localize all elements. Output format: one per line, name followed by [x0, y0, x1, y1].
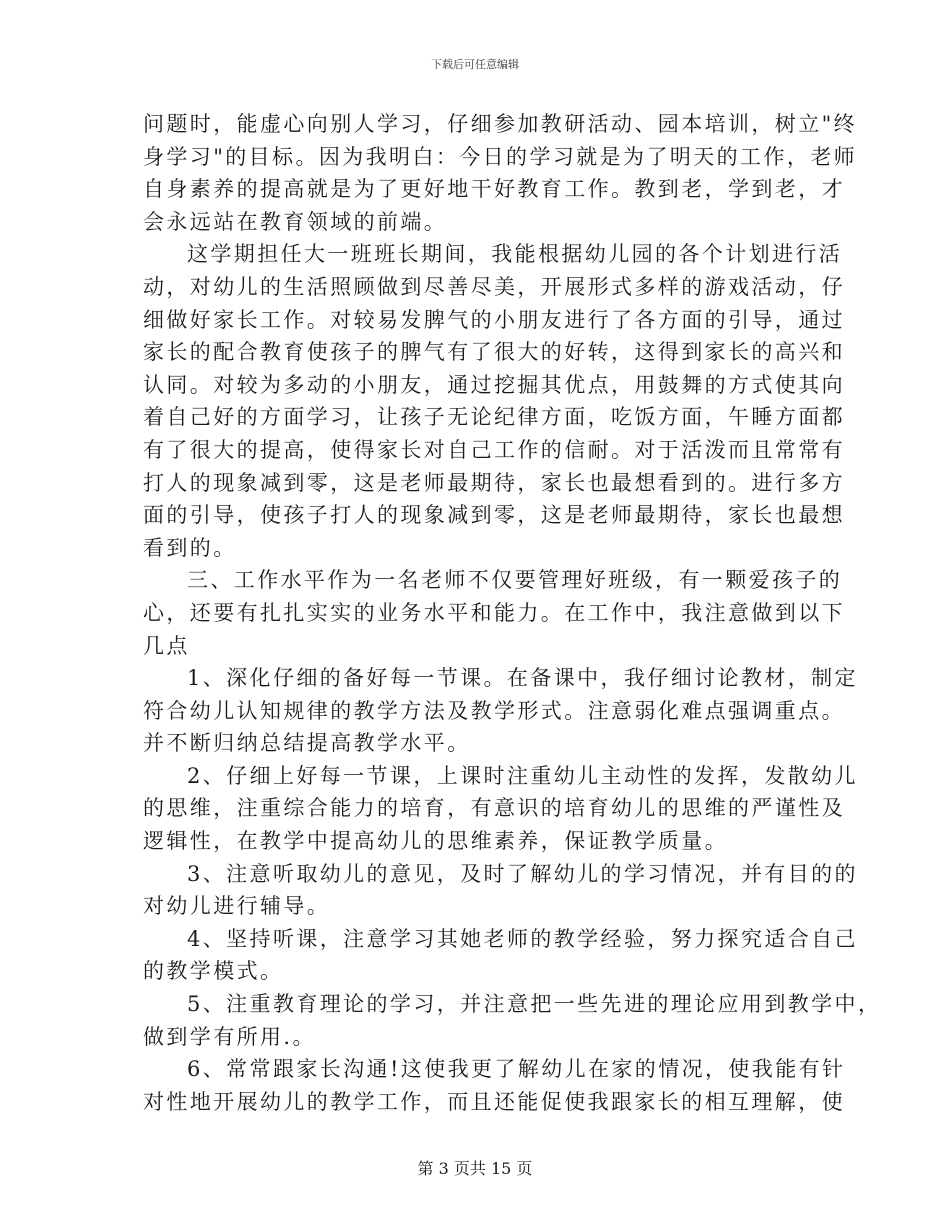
- text-line: 2、仔细上好每一节课，上课时注重幼儿主动性的发挥，发散幼儿: [187, 763, 858, 788]
- paragraph: [143, 238, 845, 564]
- text-line: 这学期担任大一班班长期间，我能根据幼儿园的各个计划进行活: [187, 242, 843, 267]
- text-line: 做到学有所用.。: [143, 1024, 316, 1049]
- text-line: 并不断归纳总结提高教学水平。: [143, 731, 471, 756]
- paragraph: [143, 1053, 846, 1118]
- text-line: 问题时，能虚心向别人学习，仔细参加教研活动、园本培训，树立"终: [143, 112, 858, 136]
- text-line: 家长的配合教育使孩子的脾气有了很大的好转，这得到家长的高兴和: [143, 340, 845, 365]
- paragraph: [143, 923, 858, 988]
- text-line: 3、注意听取幼儿的意见，及时了解幼儿的学习情况，并有目的的: [187, 861, 858, 886]
- text-line: 心，还要有扎扎实实的业务水平和能力。在工作中，我注意做到以下: [143, 600, 845, 625]
- text-line: 自身素养的提高就是为了更好地干好教育工作。教到老，学到老，才: [143, 177, 845, 202]
- text-line: 面的引导，使孩子打人的现象减到零，这是老师最期待，家长也最想: [143, 503, 845, 528]
- text-line: 有了很大的提高，使得家长对自己工作的信耐。对于活泼而且常常有: [143, 437, 845, 462]
- text-line: 6、常常跟家长沟通!这使我更了解幼儿在家的情况，使我能有针: [187, 1057, 846, 1082]
- text-line: 1、深化仔细的备好每一节课。在备课中，我仔细讨论教材，制定: [187, 666, 858, 691]
- paragraph: [143, 760, 858, 858]
- text-line: 4、坚持听课，注意学习其她老师的教学经验，努力探究适合自己: [187, 926, 858, 951]
- text-line: 细做好家长工作。对较易发脾气的小朋友进行了各方面的引导，通过: [143, 307, 845, 332]
- text-line: 5、注重教育理论的学习，并注意把一些先进的理论应用到教学中，: [187, 992, 882, 1017]
- document-body: [143, 108, 882, 1118]
- paragraph: [143, 564, 845, 662]
- text-line: 三、工作水平作为一名老师不仅要管理好班级，有一颗爱孩子的: [187, 568, 843, 593]
- text-line: 的教学模式。: [143, 959, 284, 984]
- text-line: 动，对幼儿的生活照顾做到尽善尽美，开展形式多样的游戏活动，仔: [143, 274, 845, 299]
- text-line: 几点: [143, 633, 190, 658]
- page-number: 第 3 页共 15 页: [417, 1159, 533, 1178]
- text-line: 会永远站在教育领域的前端。: [143, 209, 448, 234]
- text-line: 身学习"的目标。因为我明白：今日的学习就是为了明天的工作，老师: [143, 144, 858, 169]
- text-line: 打人的现象减到零，这是老师最期待，家长也最想看到的。进行多方: [143, 470, 845, 495]
- paragraph: [143, 108, 858, 238]
- text-line: 认同。对较为多动的小朋友，通过挖掘其优点，用鼓舞的方式使其向: [143, 372, 845, 397]
- page-header-note: 下载后可任意编辑: [431, 58, 519, 71]
- paragraph: [143, 988, 882, 1053]
- text-line: 的思维，注重综合能力的培育，有意识的培育幼儿的思维的严谨性及: [143, 796, 845, 821]
- text-line: 对性地开展幼儿的教学工作，而且还能促使我跟家长的相互理解，使: [143, 1089, 845, 1114]
- paragraph: [143, 662, 858, 760]
- text-line: 看到的。: [143, 535, 237, 560]
- text-line: 着自己好的方面学习，让孩子无论纪律方面，吃饭方面，午睡方面都: [143, 405, 845, 430]
- paragraph: [143, 858, 858, 923]
- text-line: 逻辑性，在教学中提高幼儿的思维素养，保证教学质量。: [143, 829, 728, 854]
- text-line: 符合幼儿认知规律的教学方法及教学形式。注意弱化难点强调重点。: [143, 698, 845, 723]
- text-line: 对幼儿进行辅导。: [143, 894, 331, 919]
